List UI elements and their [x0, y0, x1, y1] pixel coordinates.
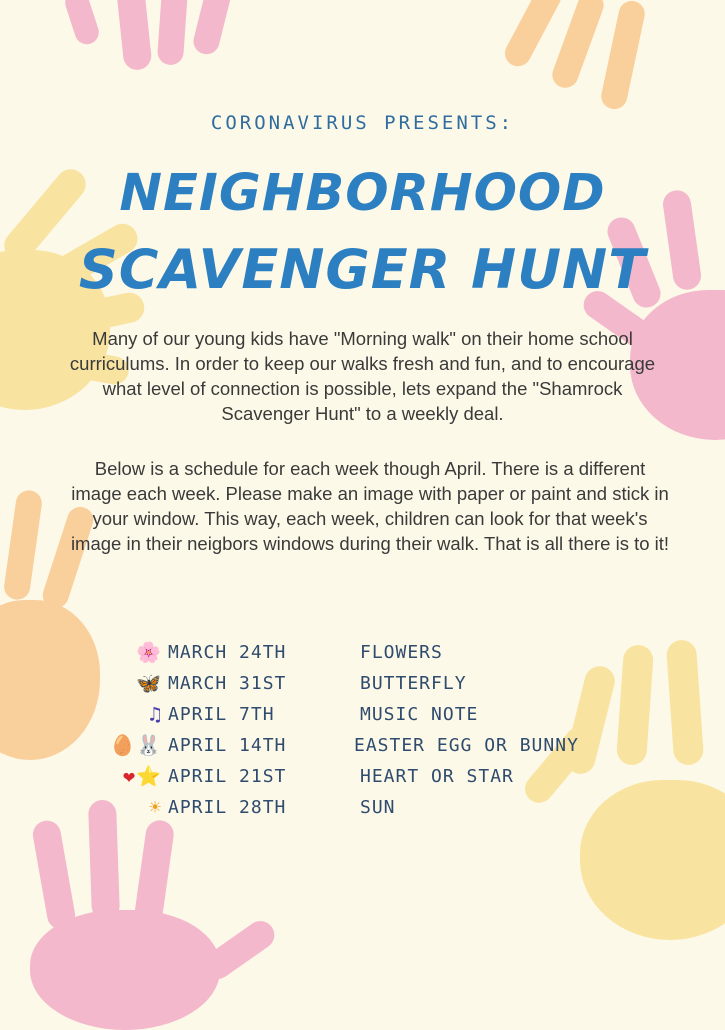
schedule-item: EASTER EGG OR BUNNY [354, 735, 579, 756]
presents-heading: CORONAVIRUS PRESENTS: [210, 112, 515, 134]
schedule-date: MARCH 24TH [168, 642, 287, 663]
schedule-date: APRIL 28TH [168, 797, 287, 818]
schedule-list [88, 640, 668, 826]
schedule-paragraph: Below is a schedule for each week though April. There is a different image each week. Please make an image with paper or paint and stick in your window. This way, each week, children can look for that week's image in their neigbors windows during their walk. That is all there is to it! [70, 458, 670, 554]
schedule-date: APRIL 7TH [168, 704, 275, 725]
schedule-date: MARCH 31ST [168, 673, 287, 694]
schedule-row [88, 640, 668, 671]
egg-bunny-icon: 🥚🐰 [110, 733, 162, 757]
schedule-date: APRIL 14TH [168, 735, 287, 756]
music-note-icon: ♫ [148, 702, 162, 726]
title-line-1: NEIGHBORHOOD [119, 164, 606, 223]
schedule-row [88, 671, 668, 702]
schedule-item: FLOWERS [360, 642, 443, 663]
intro-paragraph: Many of our young kids have "Morning walk" on their home school curriculums. In order to keep our walks fresh and fun, and to encourage what level of connection is possible, lets expand the "Shamrock Scavenger Hunt" to a weekly deal. [69, 328, 656, 424]
schedule-item: SUN [360, 797, 396, 818]
schedule-row [88, 764, 668, 795]
schedule-item: MUSIC NOTE [360, 704, 479, 725]
schedule-item: BUTTERFLY [360, 673, 467, 694]
heart-star-icon: ❤⭐ [123, 764, 162, 788]
sun-icon: ☀ [148, 795, 162, 819]
title-line-2: SCAVENGER HUNT [78, 238, 647, 301]
schedule-row [88, 702, 668, 733]
schedule-item: HEART OR STAR [360, 766, 514, 787]
butterfly-icon: 🦋 [136, 671, 162, 695]
schedule-row [88, 733, 668, 764]
schedule-date: APRIL 21ST [168, 766, 287, 787]
flower-icon: 🌸 [136, 640, 162, 664]
schedule-row [88, 795, 668, 826]
